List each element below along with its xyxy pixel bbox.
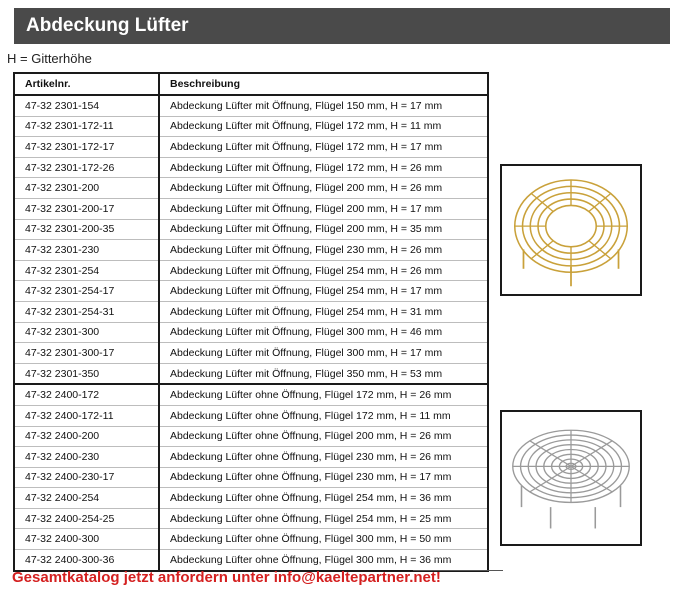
- silver-fan-guard-image: [500, 410, 642, 546]
- table-row: [15, 301, 487, 322]
- description-cell: Abdeckung Lüfter ohne Öffnung, Flügel 254 mm, H = 25 mm: [159, 508, 487, 529]
- table-row: [15, 178, 487, 199]
- article-table: [15, 74, 487, 570]
- article-number-cell: 47-32 2400-230: [15, 447, 159, 468]
- table-header-row: [15, 74, 487, 95]
- table-row: [15, 508, 487, 529]
- catalog-request-note: Gesamtkatalog jetzt anfordern unter info@kaeltepartner.net!: [12, 569, 441, 586]
- article-number-cell: 47-32 2301-172-17: [15, 137, 159, 158]
- article-table-wrapper: [13, 72, 489, 572]
- table-row: [15, 405, 487, 426]
- table-row: [15, 363, 487, 384]
- fan-guard-without-opening-icon: [502, 412, 640, 544]
- article-number-cell: 47-32 2301-172-26: [15, 157, 159, 178]
- table-row: [15, 384, 487, 405]
- article-number-cell: 47-32 2301-172-11: [15, 116, 159, 137]
- article-number-cell: 47-32 2301-200-35: [15, 219, 159, 240]
- description-cell: Abdeckung Lüfter ohne Öffnung, Flügel 254 mm, H = 36 mm: [159, 488, 487, 509]
- article-number-cell: 47-32 2400-254-25: [15, 508, 159, 529]
- description-cell: Abdeckung Lüfter ohne Öffnung, Flügel 230 mm, H = 17 mm: [159, 467, 487, 488]
- description-cell: Abdeckung Lüfter mit Öffnung, Flügel 254 mm, H = 17 mm: [159, 281, 487, 302]
- article-number-cell: 47-32 2400-172-11: [15, 405, 159, 426]
- table-row: [15, 260, 487, 281]
- article-number-cell: 47-32 2301-154: [15, 95, 159, 116]
- column-header-article-number: Artikelnr.: [15, 74, 159, 95]
- description-cell: Abdeckung Lüfter mit Öffnung, Flügel 172 mm, H = 17 mm: [159, 137, 487, 158]
- article-number-cell: 47-32 2301-300: [15, 322, 159, 343]
- table-row: [15, 467, 487, 488]
- table-row: [15, 137, 487, 158]
- table-body: [15, 95, 487, 570]
- description-cell: Abdeckung Lüfter mit Öffnung, Flügel 300 mm, H = 46 mm: [159, 322, 487, 343]
- legend-note: H = Gitterhöhe: [7, 51, 92, 66]
- table-row: [15, 550, 487, 570]
- description-cell: Abdeckung Lüfter ohne Öffnung, Flügel 200 mm, H = 26 mm: [159, 426, 487, 447]
- article-number-cell: 47-32 2301-254-31: [15, 301, 159, 322]
- description-cell: Abdeckung Lüfter ohne Öffnung, Flügel 172 mm, H = 26 mm: [159, 384, 487, 405]
- description-cell: Abdeckung Lüfter mit Öffnung, Flügel 300 mm, H = 17 mm: [159, 343, 487, 364]
- description-cell: Abdeckung Lüfter mit Öffnung, Flügel 254 mm, H = 31 mm: [159, 301, 487, 322]
- table-row: [15, 219, 487, 240]
- table-row: [15, 95, 487, 116]
- article-number-cell: 47-32 2400-172: [15, 384, 159, 405]
- table-row: [15, 157, 487, 178]
- article-number-cell: 47-32 2301-230: [15, 240, 159, 261]
- article-number-cell: 47-32 2400-300: [15, 529, 159, 550]
- article-number-cell: 47-32 2301-200-17: [15, 198, 159, 219]
- article-number-cell: 47-32 2400-300-36: [15, 550, 159, 570]
- article-number-cell: 47-32 2301-350: [15, 363, 159, 384]
- article-number-cell: 47-32 2400-254: [15, 488, 159, 509]
- description-cell: Abdeckung Lüfter mit Öffnung, Flügel 200 mm, H = 35 mm: [159, 219, 487, 240]
- description-cell: Abdeckung Lüfter mit Öffnung, Flügel 200 mm, H = 17 mm: [159, 198, 487, 219]
- table-row: [15, 488, 487, 509]
- page-title-bar: [14, 8, 670, 44]
- table-row: [15, 322, 487, 343]
- fan-guard-with-opening-icon: [502, 166, 640, 294]
- description-cell: Abdeckung Lüfter mit Öffnung, Flügel 172 mm, H = 26 mm: [159, 157, 487, 178]
- article-number-cell: 47-32 2400-230-17: [15, 467, 159, 488]
- article-number-cell: 47-32 2301-254-17: [15, 281, 159, 302]
- description-cell: Abdeckung Lüfter mit Öffnung, Flügel 150 mm, H = 17 mm: [159, 95, 487, 116]
- description-cell: Abdeckung Lüfter ohne Öffnung, Flügel 300 mm, H = 36 mm: [170, 553, 452, 566]
- table-row: [15, 426, 487, 447]
- article-number-cell: 47-32 2301-254: [15, 260, 159, 281]
- gold-fan-guard-image: [500, 164, 642, 296]
- description-cell: Abdeckung Lüfter mit Öffnung, Flügel 172 mm, H = 11 mm: [159, 116, 487, 137]
- description-cell: Abdeckung Lüfter mit Öffnung, Flügel 230 mm, H = 26 mm: [159, 240, 487, 261]
- table-row: [15, 447, 487, 468]
- column-header-description: Beschreibung: [159, 74, 487, 95]
- table-row: [15, 116, 487, 137]
- page-title: Abdeckung Lüfter: [26, 15, 189, 36]
- table-row: [15, 343, 487, 364]
- description-cell: Abdeckung Lüfter mit Öffnung, Flügel 350 mm, H = 53 mm: [159, 363, 487, 384]
- footer-divider: [413, 570, 503, 571]
- description-cell: Abdeckung Lüfter ohne Öffnung, Flügel 172 mm, H = 11 mm: [159, 405, 487, 426]
- article-number-cell: 47-32 2400-200: [15, 426, 159, 447]
- description-cell: Abdeckung Lüfter mit Öffnung, Flügel 254 mm, H = 26 mm: [159, 260, 487, 281]
- description-cell: Abdeckung Lüfter mit Öffnung, Flügel 200 mm, H = 26 mm: [159, 178, 487, 199]
- description-cell: Abdeckung Lüfter ohne Öffnung, Flügel 300 mm, H = 50 mm: [159, 529, 487, 550]
- article-number-cell: 47-32 2301-300-17: [15, 343, 159, 364]
- table-row: [15, 281, 487, 302]
- table-row: [15, 529, 487, 550]
- table-row: [15, 240, 487, 261]
- article-number-cell: 47-32 2301-200: [15, 178, 159, 199]
- description-cell: Abdeckung Lüfter ohne Öffnung, Flügel 230 mm, H = 26 mm: [159, 447, 487, 468]
- table-row: [15, 198, 487, 219]
